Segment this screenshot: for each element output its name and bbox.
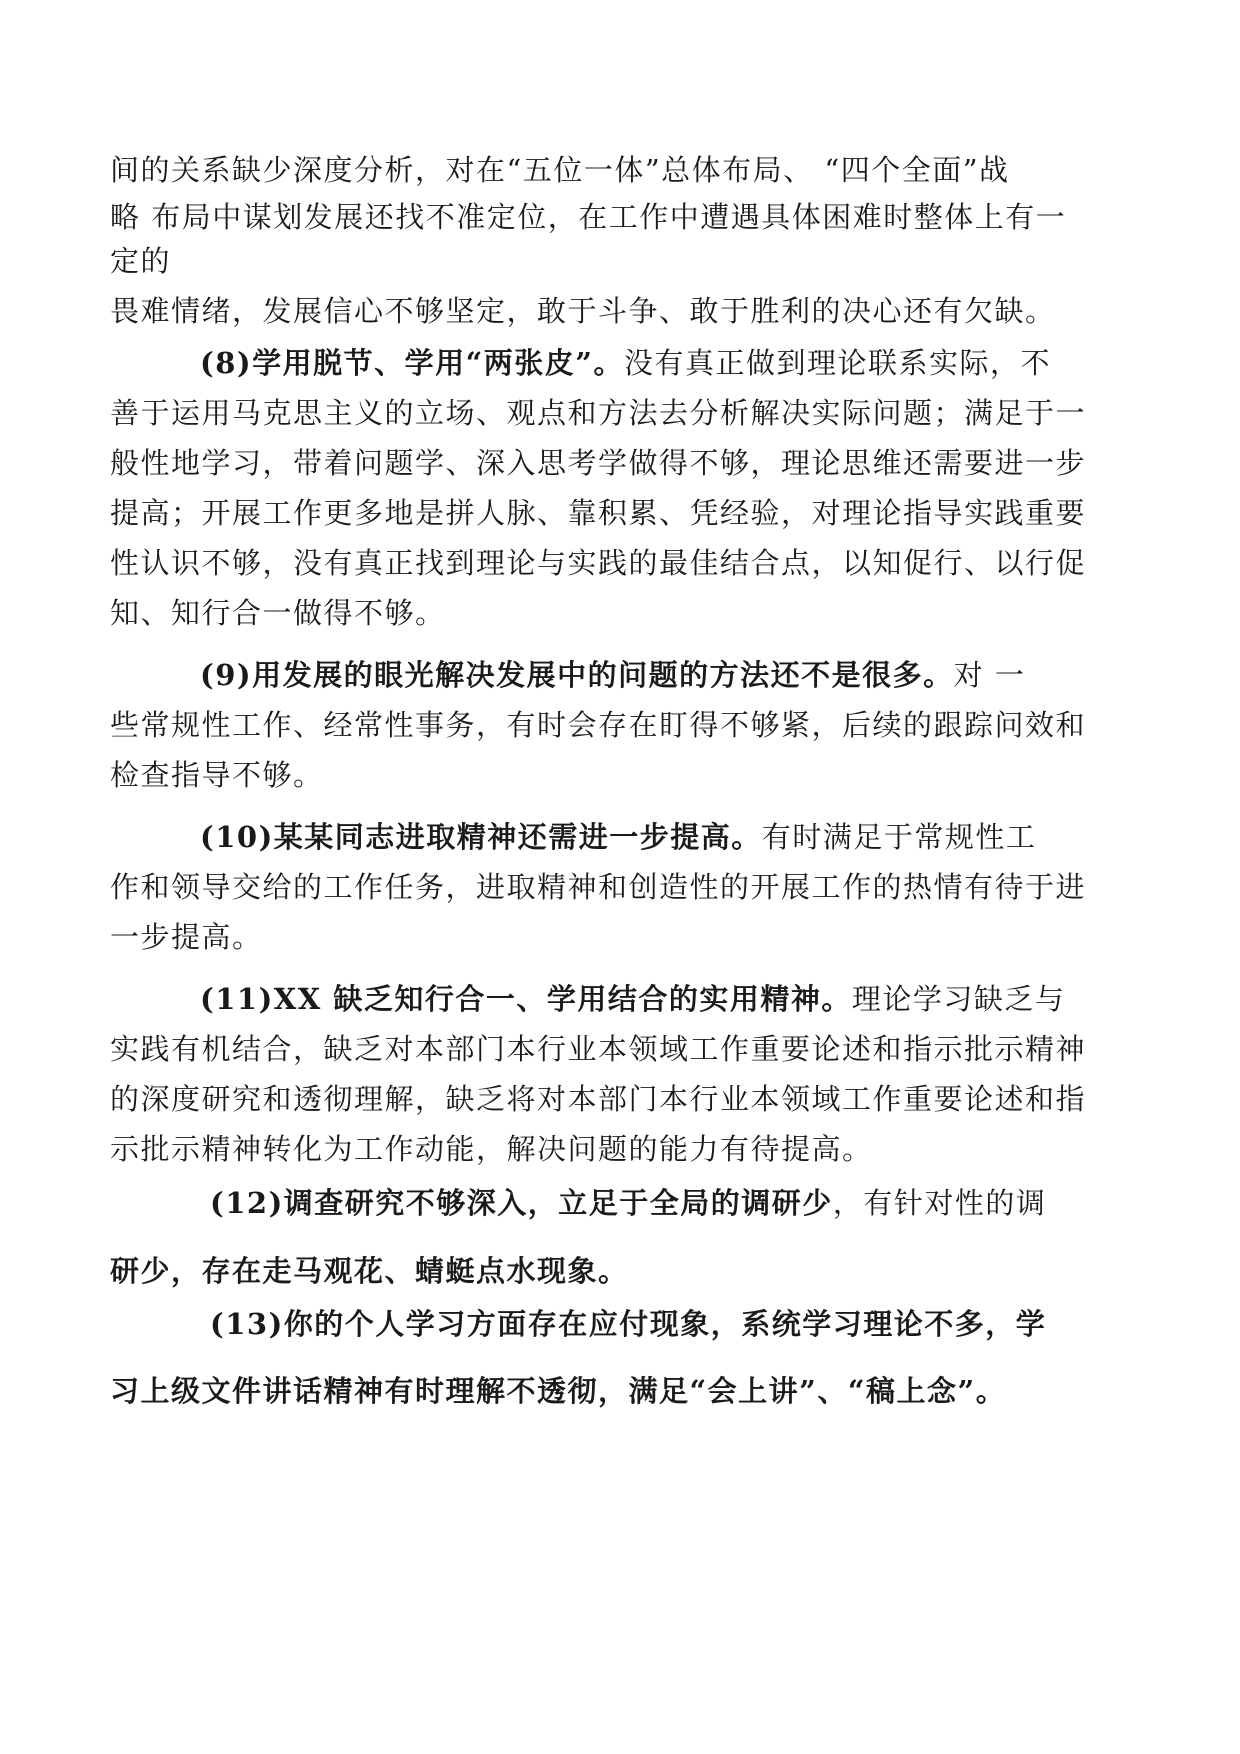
text-span: 有时满足于常规性工 <box>761 820 1037 854</box>
text-line: 研少，存在走马观花、蜻蜓点水现象。 <box>110 1254 629 1288</box>
paragraph-13-first-line: (13)你的个人学习方面存在应付现象，系统学习理论不多，学 <box>210 1307 1047 1341</box>
text-line: 提高；开展工作更多地是拼人脉、靠积累、凭经验，对理论指导实践重要 <box>110 496 1087 530</box>
text-span: 对 一 <box>953 658 1026 692</box>
text-line: 知、知行合一做得不够。 <box>110 596 446 630</box>
text-span: 理论学习缺乏与 <box>851 982 1066 1016</box>
text-line: 些常规性工作、经常性事务，有时会存在盯得不够紧，后续的跟踪问效和 <box>110 708 1087 742</box>
text-line: 的深度研究和透彻理解，缺乏将对本部门本行业本领域工作重要论述和指 <box>110 1082 1087 1116</box>
heading-12: (12)调查研究不够深入，立足于全局的调研少 <box>210 1186 833 1220</box>
text-line: 畏难情绪，发展信心不够坚定，敢于斗争、敢于胜利的决心还有欠缺。 <box>110 294 1056 328</box>
text-line: 作和领导交给的工作任务，进取精神和创造性的开展工作的热情有待于进 <box>110 870 1087 904</box>
paragraph-8-first-line <box>200 343 1051 383</box>
paragraph-10-first-line <box>200 817 1036 857</box>
text-line: 性认识不够，没有真正找到理论与实践的最佳结合点，以知促行、以行促 <box>110 546 1087 580</box>
text-line: 实践有机结合，缺乏对本部门本行业本领域工作重要论述和指示批示精神 <box>110 1032 1087 1066</box>
heading-10: (10)某某同志进取精神还需进一步提高。 <box>200 820 762 854</box>
text-line: 一步提高。 <box>110 920 263 954</box>
paragraph-9-first-line <box>200 655 1025 695</box>
paragraph-12-first-line <box>210 1183 1046 1223</box>
text-span: 没有真正做到理论联系实际，不 <box>623 346 1051 380</box>
text-line: 示批示精神转化为工作动能，解决问题的能力有待提高。 <box>110 1132 873 1166</box>
text-line: 般性地学习，带着问题学、深入思考学做得不够，理论思维还需要进一步 <box>110 446 1087 480</box>
heading-9: (9)用发展的眼光解决发展中的问题的方法还不是很多。 <box>200 658 954 692</box>
text-line: 定的 <box>110 244 172 278</box>
text-line: 习上级文件讲话精神有时理解不透彻，满足“会上讲”、“稿上念”。 <box>110 1374 1007 1408</box>
text-line: 略 布局中谋划发展还找不准定位，在工作中遭遇具体困难时整体上有一 <box>110 200 1067 234</box>
text-line: 检查指导不够。 <box>110 758 324 792</box>
paragraph-11-first-line <box>200 979 1065 1019</box>
heading-11: (11)XX 缺乏知行合一、学用结合的实用精神。 <box>200 982 852 1016</box>
text-line: 间的关系缺少深度分析，对在“五位一体”总体布局、 “四个全面”战 <box>110 153 1010 187</box>
text-span: ，有针对性的调 <box>832 1186 1047 1220</box>
heading-8: (8)学用脱节、学用“两张皮”。 <box>200 346 624 380</box>
text-line: 善于运用马克思主义的立场、观点和方法去分析解决实际问题；满足于一 <box>110 396 1087 430</box>
